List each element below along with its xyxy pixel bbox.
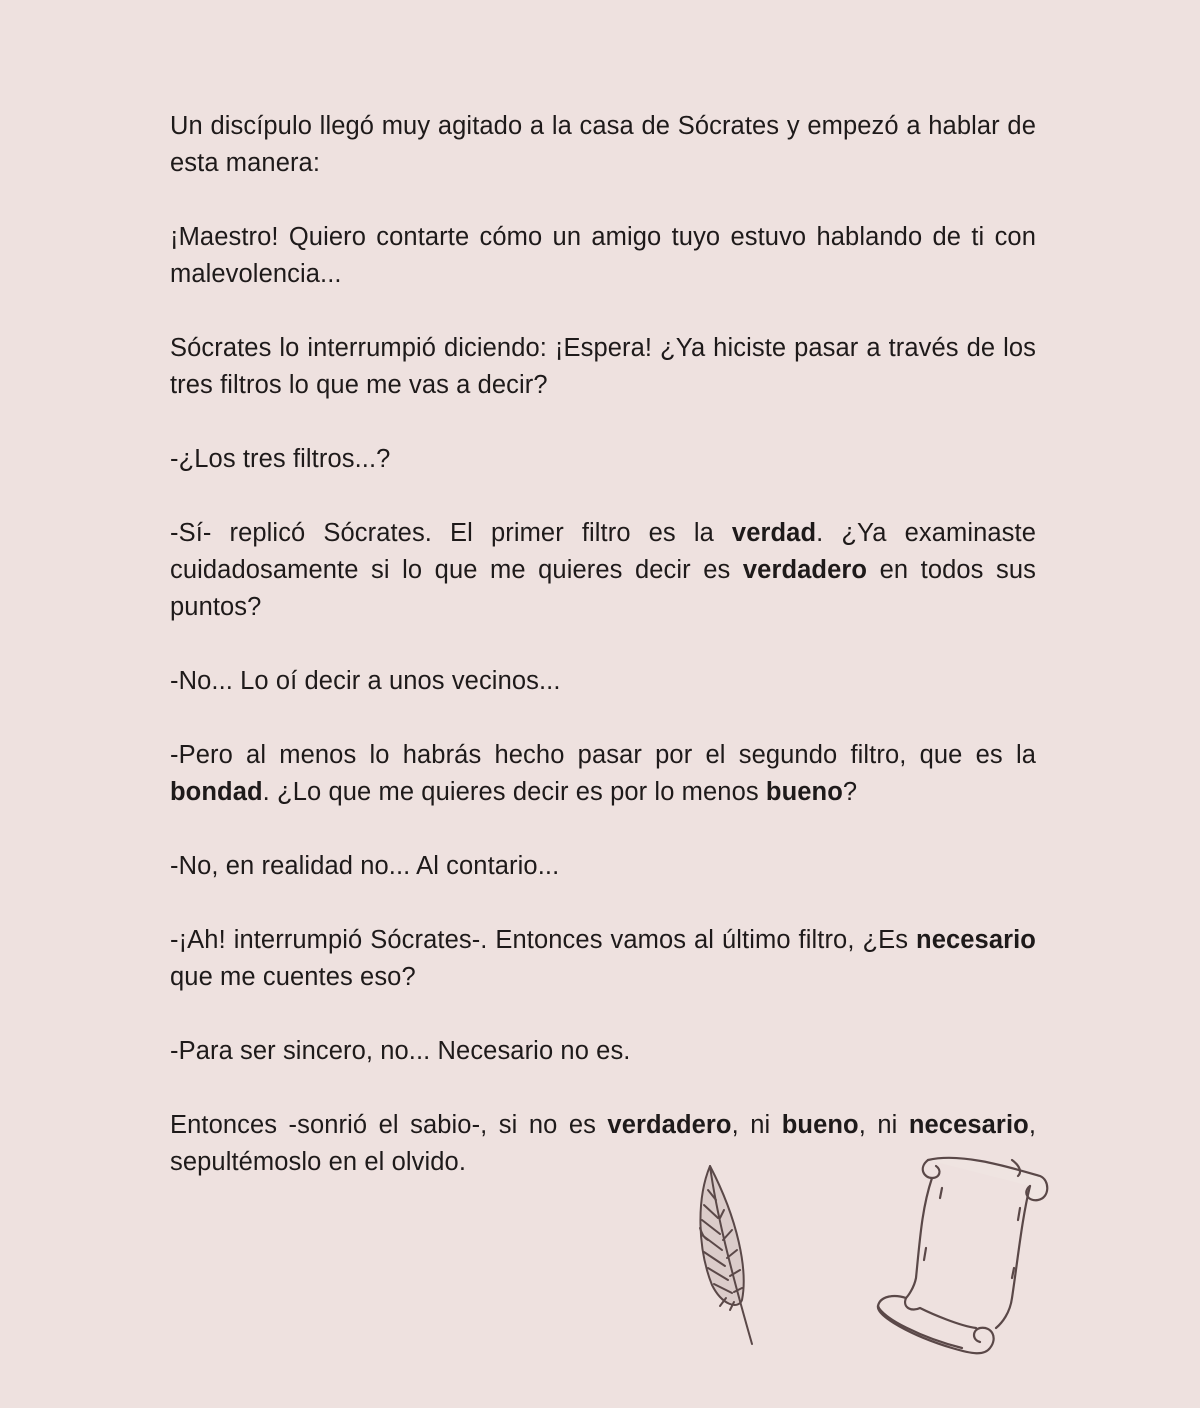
- paragraph-truth-filter: [170, 515, 1036, 626]
- text-segment: Entonces -sonrió el sabio-, si no es: [170, 1111, 608, 1139]
- text-segment: ¡Maestro! Quiero contarte cómo un amigo tuyo estuvo hablando de ti con malevolencia...: [170, 223, 1036, 288]
- emphasized-word: verdadero: [607, 1111, 732, 1139]
- text-segment: -No... Lo oí decir a unos vecinos...: [170, 667, 561, 695]
- paragraph-intro: [170, 108, 1036, 182]
- text-segment: Sócrates lo interrumpió diciendo: ¡Espera! ¿Ya hiciste pasar a través de los tres filtros lo que me vas a decir?: [170, 334, 1036, 399]
- text-segment: . ¿Lo que me quieres decir es por lo menos: [262, 778, 766, 806]
- text-segment: en todos sus puntos?: [170, 556, 1037, 621]
- paragraph-goodness-filter: [170, 737, 1036, 811]
- text-segment: -Para ser sincero, no... Necesario no es.: [170, 1037, 631, 1065]
- paragraph-necessity-filter: [170, 922, 1036, 996]
- emphasized-word: verdad: [731, 519, 817, 547]
- scroll-icon: [872, 1148, 1058, 1364]
- text-segment: , sepultémoslo en el olvido.: [170, 1111, 1037, 1176]
- text-segment: -Sí- replicó Sócrates. El primer filtro es la: [170, 519, 732, 547]
- text-segment: -Pero al menos lo habrás hecho pasar por el segundo filtro, que es la: [170, 741, 1036, 769]
- text-segment: , ni: [858, 1111, 909, 1139]
- paragraph-not-good: [170, 848, 1036, 885]
- paragraph-disciple-greeting: [170, 219, 1036, 293]
- text-segment: que me cuentes eso?: [170, 963, 416, 991]
- emphasized-word: verdadero: [742, 556, 868, 584]
- paragraph-not-necessary: [170, 1033, 1036, 1070]
- text-segment: Un discípulo llegó muy agitado a la casa de Sócrates y empezó a hablar de esta manera:: [170, 112, 1036, 177]
- emphasized-word: bondad: [170, 778, 263, 806]
- text-segment: -No, en realidad no... Al contario...: [170, 852, 560, 880]
- emphasized-word: bueno: [781, 1111, 859, 1139]
- feather-icon: [690, 1160, 770, 1350]
- paragraph-three-filters-question: [170, 441, 1036, 478]
- emphasized-word: necesario: [908, 1111, 1029, 1139]
- text-segment: -¿Los tres filtros...?: [170, 445, 391, 473]
- emphasized-word: bueno: [765, 778, 843, 806]
- text-segment: . ¿Ya examinaste cuidadosamente si lo que me quieres decir es: [170, 519, 1036, 584]
- paragraph-heard-from-neighbors: [170, 663, 1036, 700]
- text-segment: ?: [842, 778, 858, 806]
- text-segment: , ni: [731, 1111, 782, 1139]
- text-segment: -¡Ah! interrumpió Sócrates-. Entonces vamos al último filtro, ¿Es: [170, 926, 917, 954]
- story-text: [170, 108, 1036, 1218]
- paragraph-socrates-interrupts: [170, 330, 1036, 404]
- emphasized-word: necesario: [916, 926, 1036, 954]
